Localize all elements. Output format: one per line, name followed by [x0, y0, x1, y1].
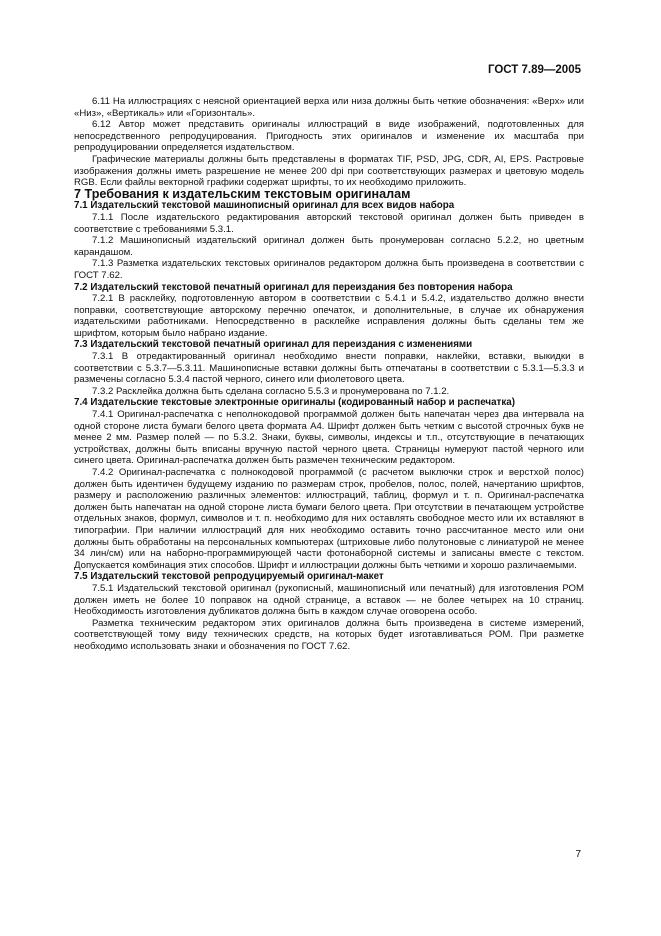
paragraph: 7.3.1 В отредактированный оригинал необходимо внести поправки, наклейки, вставки, выкидки в соответствии с 5.3.7—5.3.11. Машинописные вставки должны быть отпечатаны в соответствии с 5.3.1—5.3.3 и размечены согласно 5.3.4 пастой черного, синего или фиолетового цвета. — [74, 351, 584, 386]
subsection-heading: 7.1 Издательский текстовой машинописный оригинал для всех видов набора — [74, 200, 455, 212]
paragraph: 7.4.2 Оригинал-распечатка с полнокодовой программой (с расчетом выключки строк и верстхой полос) должен быть идентичен будущему изданию по размерам строк, пробелов, полос, полей, начертанию шрифтов, размеру и расположению различных элементов: иллюстраций, таблиц, формул и т. п. Оригинал-распечатка должен быть напечатан на одной стороне листа бумаги белого цвета. При отсутствии в печатающем устройстве отдельных знаков, формул, символов и т. п. необходимо для них оставлять свободное место или их вставляют в типографии. При наличии иллюстраций для них необходимо оставить точно рассчитанное место или они должны быть обработаны на персональных компьютерах (штриховые либо полутоновые с линиатурой не менее 34 лин/см) или на наборно-программирующей части фотонаборной системы и записаны вместе с текстом. Допускается комбинация этих способов. Шрифт и иллюстрации должны быть четкими и хорошо различаемыми. — [74, 467, 584, 571]
subsection-heading: 7.2 Издательский текстовой печатный оригинал для переиздания без повторения набора — [74, 281, 513, 293]
subsection-heading: 7.3 Издательский текстовой печатный оригинал для переиздания с изменениями — [74, 339, 473, 351]
paragraph: 7.4.1 Оригинал-распечатка с неполнокодовой программой должен быть напечатан через два интервала на одной стороне листа бумаги белого цвета формата А4. Шрифт должен быть четким с высотой строчных букв не менее 2 мм. Размер полей — по 5.3.2. Знаки, буквы, символы, индексы и т.п., отсутствующие в печатающих устройствах, должны быть вписаны вручную пастой черного цвета. Страницы нумеруют пастой черного или синего цвета. Оригинал-распечатка должен быть размечен техническим редактором. — [74, 409, 584, 467]
paragraph: 6.11 На иллюстрациях с неясной ориентацией верха или низа должны быть четкие обозначения: «Верх» или «Низ», «Вертикаль» или «Горизонталь». — [74, 96, 584, 119]
paragraph: 7.1.3 Разметка издательских текстовых оригиналов редактором должна быть произведена в соответствии с ГОСТ 7.62. — [74, 258, 584, 281]
paragraph: 7.3.2 Расклейка должна быть сделана согласно 5.5.3 и пронумерована по 7.1.2. — [92, 385, 450, 397]
paragraph: Графические материалы должны быть представлены в форматах TIF, PSD, JPG, CDR, AI, EPS. Растровые изображения должны иметь разрешение не менее 200 dpi при соответствующих размерах и цветовую модель RGB. Если файлы векторной графики содержат шрифты, то их необходимо приложить. — [74, 153, 584, 189]
paragraph: 7.1.2 Машинописный издательский оригинал должен быть пронумерован согласно 5.2.2, но цветным карандашом. — [74, 235, 584, 258]
paragraph: Разметка техническим редактором этих оригиналов должна быть произведена в системе измерений, соответствующей тому виду технических средств, на которых будет изготавливаться РОМ. При разметке необходимо использовать знаки и обозначения по ГОСТ 7.62. — [74, 617, 584, 652]
paragraph: 7.2.1 В расклейку, подготовленную автором в соответствии с 5.4.1 и 5.4.2, издательство должно внести поправки, соответствующие авторскому перечню опечаток, и дополнительные, в случае их обнаружения издательскими работниками. Непосредственно в расклейке исправления должны быть сделаны тем же шрифтом, которым было набрано издание. — [74, 293, 584, 339]
page-number: 7 — [575, 849, 581, 860]
paragraph: 7.5.1 Издательский текстовой оригинал (рукописный, машинописный или печатный) для изготовления РОМ должен иметь не более 10 поправок на одной странице, а вставок — не более четырех на 10 страниц. Необходимость изготовления дубликатов должна быть в каждом случае оговорена особо. — [74, 582, 584, 618]
subsection-heading: 7.5 Издательский текстовой репродуцируемый оригинал-макет — [74, 571, 384, 583]
document-code: ГОСТ 7.89—2005 — [487, 64, 581, 76]
paragraph: 7.1.1 После издательского редактирования авторский текстовой оригинал должен быть приведен в соответствие с требованиями 5.3.1. — [74, 211, 584, 235]
page-content — [74, 96, 584, 653]
subsection-heading: 7.4 Издательские текстовые электронные оригиналы (кодированный набор и распечатка) — [74, 397, 515, 409]
section-heading: 7 Требования к издательским текстовым оригиналам — [74, 186, 411, 201]
paragraph: 6.12 Автор может представить оригиналы иллюстраций в виде изображений, подготовленных для непосредственного репродуцирования. Пригодность этих оригиналов и изменение их масштаба при репродуцировании определяется издательством. — [74, 119, 584, 154]
